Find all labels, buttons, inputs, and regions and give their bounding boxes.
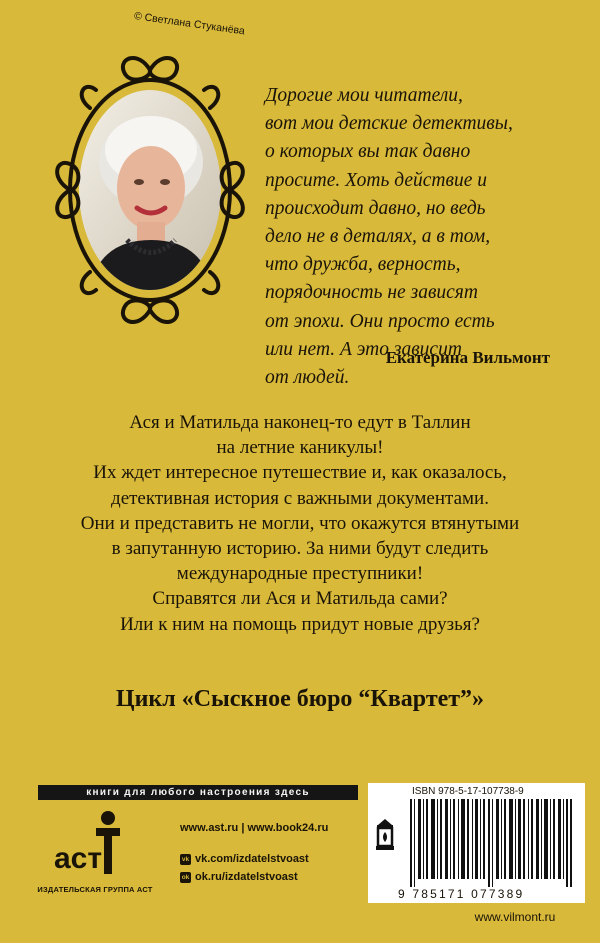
quote-line: порядочность не зависят [265, 282, 478, 304]
social-link-vk[interactable] [180, 852, 309, 866]
quote-line: вот мои детские детективы, [265, 113, 513, 135]
ok-icon: ok [181, 873, 190, 881]
author-website[interactable]: www.vilmont.ru [474, 910, 556, 924]
quote-author: Екатерина Вильмонт [385, 348, 550, 367]
quote-line: от людей. [265, 367, 350, 389]
publisher-name: ИЗДАТЕЛЬСКАЯ ГРУППА АСТ [37, 885, 153, 894]
description-line: Справятся ли Ася и Матильда сами? [152, 588, 448, 610]
tagline-bar: книги для любого настроения здесь [38, 785, 358, 800]
quote-line: дело не в деталях, а в том, [265, 226, 491, 248]
barcode-panel [368, 783, 585, 903]
social-link-text: vk.com/izdatelstvoast [195, 853, 309, 865]
book-description [25, 410, 575, 637]
description-line: детективная история с важными документами. [111, 487, 489, 509]
isbn-number: ISBN 978-5-17-107738-9 [412, 786, 524, 797]
quote-line: о которых вы так давно [265, 141, 471, 163]
description-line: Ася и Матильда наконец-то едут в Таллин [129, 412, 471, 433]
quote-line: или нет. А это зависит [265, 338, 462, 360]
vk-icon: vk [181, 855, 190, 863]
barcode-icon [410, 799, 572, 887]
quote-line: Дорогие мои читатели, [265, 85, 463, 106]
description-line: в запутанную историю. За ними будут следить [111, 538, 489, 560]
social-link-ok[interactable] [180, 870, 298, 884]
quote-line: что дружба, верность, [265, 254, 461, 276]
logo-text: аст [54, 842, 103, 875]
quote-line: от эпохи. Они просто есть [265, 310, 495, 332]
barcode-digits: 9 785171 077389 [398, 887, 525, 901]
description-line: на летние каникулы! [216, 437, 384, 459]
decorative-frame [40, 40, 260, 340]
description-line: Они и представить не могли, что окажутся втянутыми [80, 512, 520, 534]
social-link-text: ok.ru/izdatelstvoast [195, 871, 298, 883]
ast-logo [48, 808, 138, 878]
series-title: Цикл «Сыскное бюро “Квартет”» [115, 686, 485, 712]
photo-copyright: © Светлана Стуканёва [133, 10, 246, 38]
description-line: Или к ним на помощь придут новые друзья? [120, 613, 480, 635]
description-line: международные преступники! [176, 563, 424, 585]
quote-line: происходит давно, но ведь [265, 197, 486, 219]
quote-line: просите. Хоть действие и [265, 169, 487, 191]
lantern-icon [374, 818, 396, 852]
author-quote [265, 82, 580, 392]
publisher-sites[interactable]: www.ast.ru | www.book24.ru [180, 822, 329, 834]
description-line: Их ждет интересное путешествие и, как оказалось, [93, 462, 507, 484]
